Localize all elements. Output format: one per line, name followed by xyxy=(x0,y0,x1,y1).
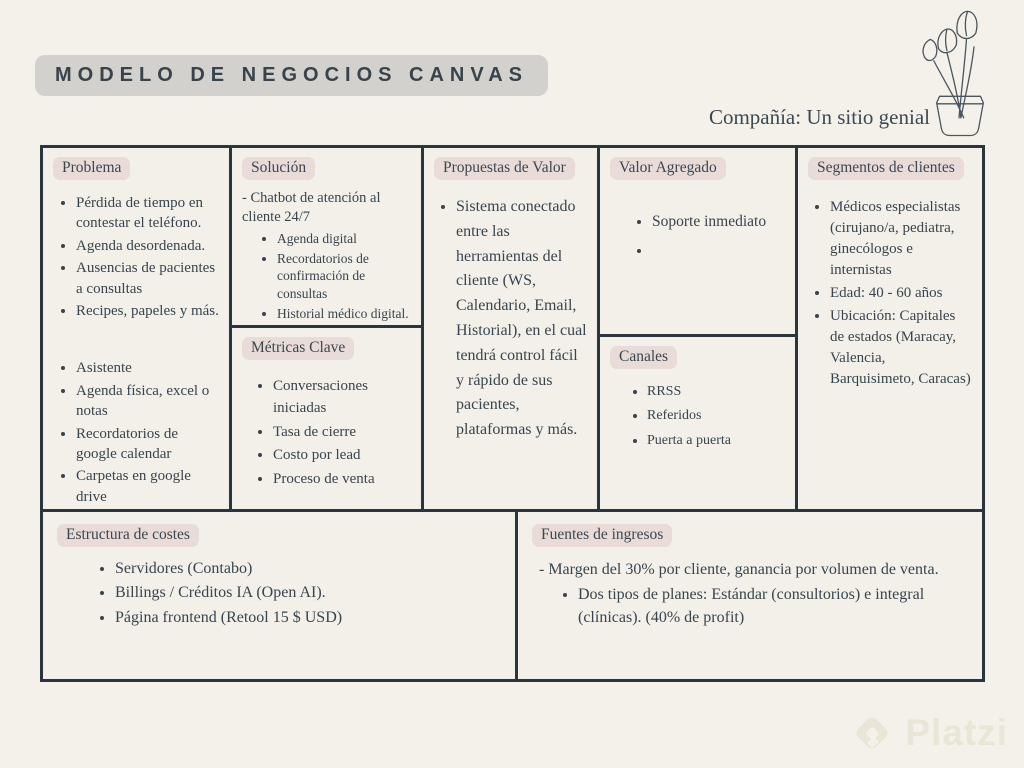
list-item: • Edad: 40 - 60 años xyxy=(830,283,972,304)
costes-header: Estructura de costes xyxy=(57,524,199,547)
problema-header: Problema xyxy=(53,157,130,180)
cell-segmentos-de-clientes xyxy=(798,148,982,509)
canales-list xyxy=(610,381,785,452)
page-title: MODELO DE NEGOCIOS CANVAS xyxy=(35,55,548,96)
ingresos-intro: - Margen del 30% por cliente, ganancia por volumen de venta. xyxy=(539,561,939,578)
list-item: • Referidos xyxy=(647,405,785,427)
list-item: • Agenda digital xyxy=(277,230,411,248)
cell-problema xyxy=(43,148,229,509)
list-item: • Servidores (Contabo) xyxy=(115,558,501,580)
list-item xyxy=(652,237,785,264)
list-item: • RRSS xyxy=(647,381,785,403)
cell-valor-agregado xyxy=(600,148,795,334)
segmentos-header: Segmentos de clientes xyxy=(808,157,964,180)
propuestas-list xyxy=(434,195,587,443)
list-item: • Carpetas en google drive xyxy=(76,466,219,507)
problema-list xyxy=(53,193,219,321)
segmentos-list xyxy=(808,197,972,390)
list-item: • Tasa de cierre xyxy=(273,422,411,444)
list-item: • Agenda desordenada. xyxy=(76,236,219,256)
list-item: • Ubicación: Capitales de estados (Maracay, Valencia, Barquisimeto, Caracas) xyxy=(830,306,972,390)
problema-alternatives-list xyxy=(53,358,219,507)
canvas-bottom-row xyxy=(43,512,982,679)
canvas-top-row xyxy=(43,148,982,509)
list-item: • Recordatorios de google calendar xyxy=(76,424,219,465)
cell-metricas-clave xyxy=(232,328,421,509)
ingresos-list xyxy=(532,583,968,629)
solucion-list xyxy=(242,230,411,323)
platzi-brand-text: Platzi xyxy=(905,712,1008,753)
canales-header: Canales xyxy=(610,346,677,369)
costes-list xyxy=(57,558,501,629)
platzi-watermark xyxy=(849,710,1008,756)
list-item: • Puerta a puerta xyxy=(647,430,785,452)
cell-propuestas-de-valor xyxy=(424,148,597,509)
business-model-canvas xyxy=(40,145,985,682)
metricas-list xyxy=(242,376,411,491)
list-item: • Proceso de venta xyxy=(273,469,411,491)
company-label: Compañía: Un sitio genial xyxy=(708,105,930,129)
list-item: • Médicos especialistas (cirujano/a, pediatra, ginecólogos e internistas xyxy=(830,197,972,281)
list-item: • Asistente xyxy=(76,358,219,378)
list-item: • Soporte inmediato xyxy=(652,208,785,235)
metricas-header: Métricas Clave xyxy=(242,337,354,360)
list-item: • Recipes, papeles y más. xyxy=(76,301,219,321)
cell-canales xyxy=(600,337,795,509)
list-item: • Página frontend (Retool 15 $ USD) xyxy=(115,607,501,629)
propuestas-header: Propuestas de Valor xyxy=(434,157,575,180)
column-valor-canales xyxy=(600,148,795,509)
list-item: • Costo por lead xyxy=(273,445,411,467)
valor-agregado-list xyxy=(610,208,785,264)
list-item: • Dos tipos de planes: Estándar (consultorios) e integral (clínicas). (40% de profit) xyxy=(578,583,968,629)
list-item: • Billings / Créditos IA (Open AI). xyxy=(115,582,501,604)
list-item: • Conversaciones iniciadas xyxy=(273,376,411,420)
cell-solucion xyxy=(232,148,421,325)
list-item: • Sistema conectado entre las herramientas del cliente (WS, Calendario, Email, Historial), en el cual tendrá control fácil y rápido de sus pacientes, plataformas y más. xyxy=(456,195,587,443)
cell-estructura-de-costes xyxy=(43,512,515,679)
solucion-intro: - Chatbot de atención al cliente 24/7 xyxy=(242,190,381,225)
valor-agregado-header: Valor Agregado xyxy=(610,157,726,180)
platzi-logo-icon xyxy=(849,710,895,756)
solucion-header: Solución xyxy=(242,157,315,180)
cell-fuentes-de-ingresos xyxy=(518,512,982,679)
column-solucion-metricas xyxy=(232,148,421,509)
ingresos-header: Fuentes de ingresos xyxy=(532,524,672,547)
list-item: • Ausencias de pacientes a consultas xyxy=(76,258,219,299)
list-item: • Pérdida de tiempo en contestar el teléfono. xyxy=(76,193,219,234)
list-item: • Agenda física, excel o notas xyxy=(76,381,219,422)
list-item: • Recordatorios de confirmación de consultas xyxy=(277,250,411,303)
vase-flowers-illustration xyxy=(918,6,1002,140)
list-item: • Historial médico digital. xyxy=(277,305,411,323)
